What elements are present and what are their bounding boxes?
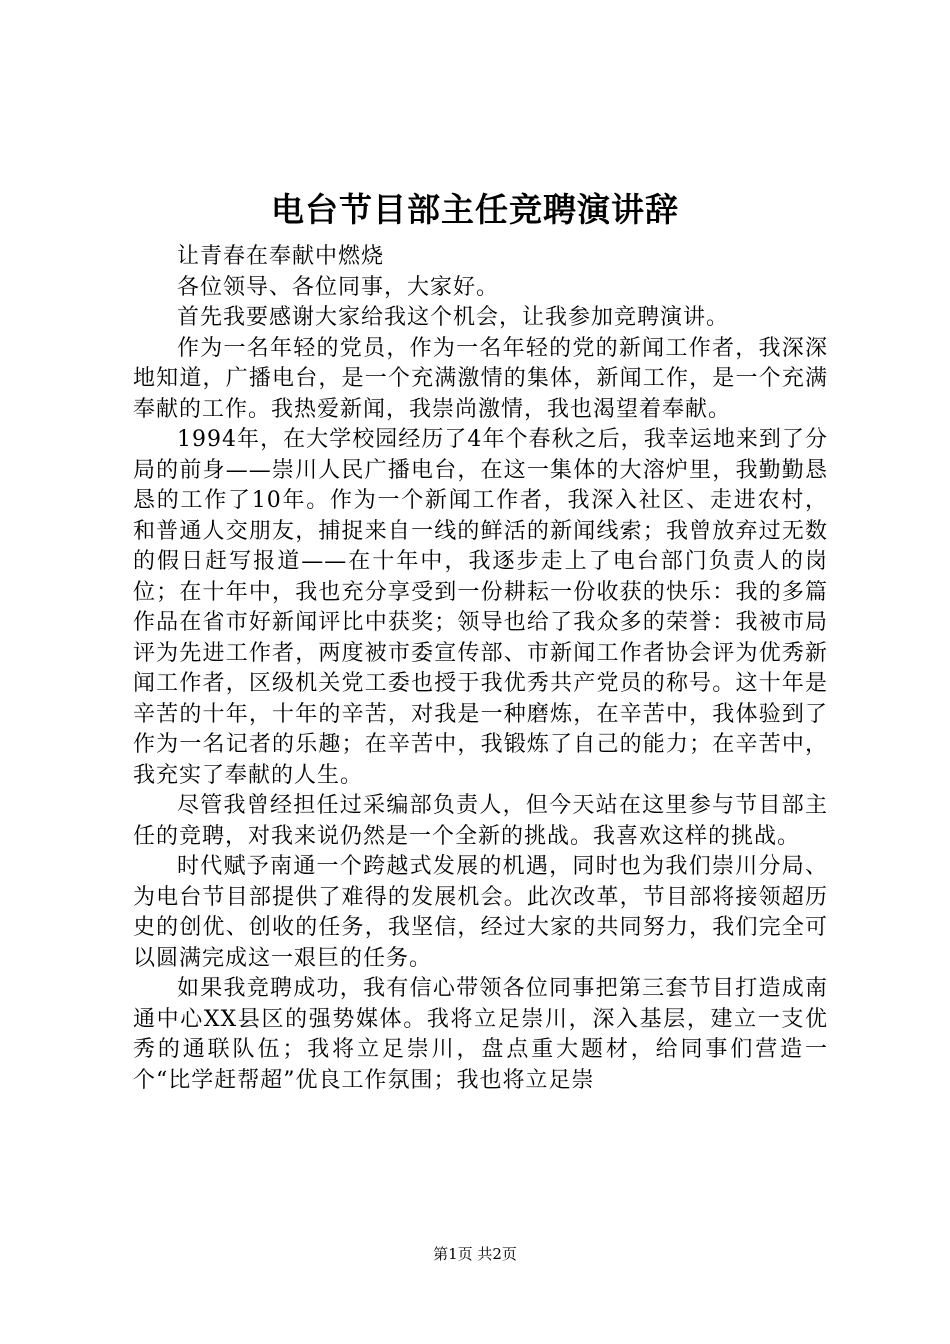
- paragraph: 尽管我曾经担任过采编部负责人，但今天站在这里参与节目部主任的竞聘，对我来说仍然是一个全新的挑战。我喜欢这样的挑战。: [133, 793, 828, 849]
- paragraph-greeting: 各位领导、各位同事，大家好。: [177, 274, 500, 300]
- paragraph: 1994年，在大学校园经历了4年个春秋之后，我幸运地来到了分局的前身——崇川人民广播电台，在这一集体的大溶炉里，我勤勤恳恳的工作了10年。作为一个新闻工作者，我深入社区、走进农村，和普通人交朋友，捕捉来自一线的鲜活的新闻线索；我曾放弃过无数的假日赶写报道——在十年中，我逐步走上了电台部门负责人的岗位；在十年中，我也充分享受到一份耕耘一份收获的快乐：我的多篇作品在省市好新闻评比中获奖；领导也给了我众多的荣誉：我被市局评为先进工作者，两度被市委宣传部、市新闻工作者协会评为优秀新闻工作者，区级机关党工委也授于我优秀共产党员的称号。这十年是辛苦的十年，十年的辛苦，对我是一种磨炼，在辛苦中，我体验到了作为一名记者的乐趣；在辛苦中，我锻炼了自己的能力；在辛苦中，我充实了奉献的人生。: [133, 427, 828, 788]
- page-title: 电台节目部主任竞聘演讲辞: [271, 190, 679, 229]
- paragraph: 如果我竞聘成功，我有信心带领各位同事把第三套节目打造成南通中心XX县区的强势媒体。我将立足崇川，深入基层，建立一支优秀的通联队伍；我将立足崇川，盘点重大题材，给同事们营造一个“比学赶帮超”优良工作氛围；我也将立足崇: [133, 976, 828, 1093]
- paragraph-subtitle: 让青春在奉献中燃烧: [177, 244, 385, 269]
- document-body: [133, 242, 828, 1096]
- page-number-footer: 第1页 共2页: [433, 1245, 517, 1263]
- paragraph: 作为一名年轻的党员，作为一名年轻的党的新闻工作者，我深深地知道，广播电台，是一个充满激情的集体，新闻工作，是一个充满奉献的工作。我热爱新闻，我崇尚激情，我也渴望着奉献。: [133, 335, 828, 422]
- paragraph: 时代赋予南通一个跨越式发展的机遇，同时也为我们崇川分局、为电台节目部提供了难得的发展机会。此次改革，节目部将接领超历史的创优、创收的任务，我坚信，经过大家的共同努力，我们完全可以圆满完成这一艰巨的任务。: [133, 854, 828, 971]
- paragraph-thanks: 首先我要感谢大家给我这个机会，让我参加竞聘演讲。: [177, 305, 730, 330]
